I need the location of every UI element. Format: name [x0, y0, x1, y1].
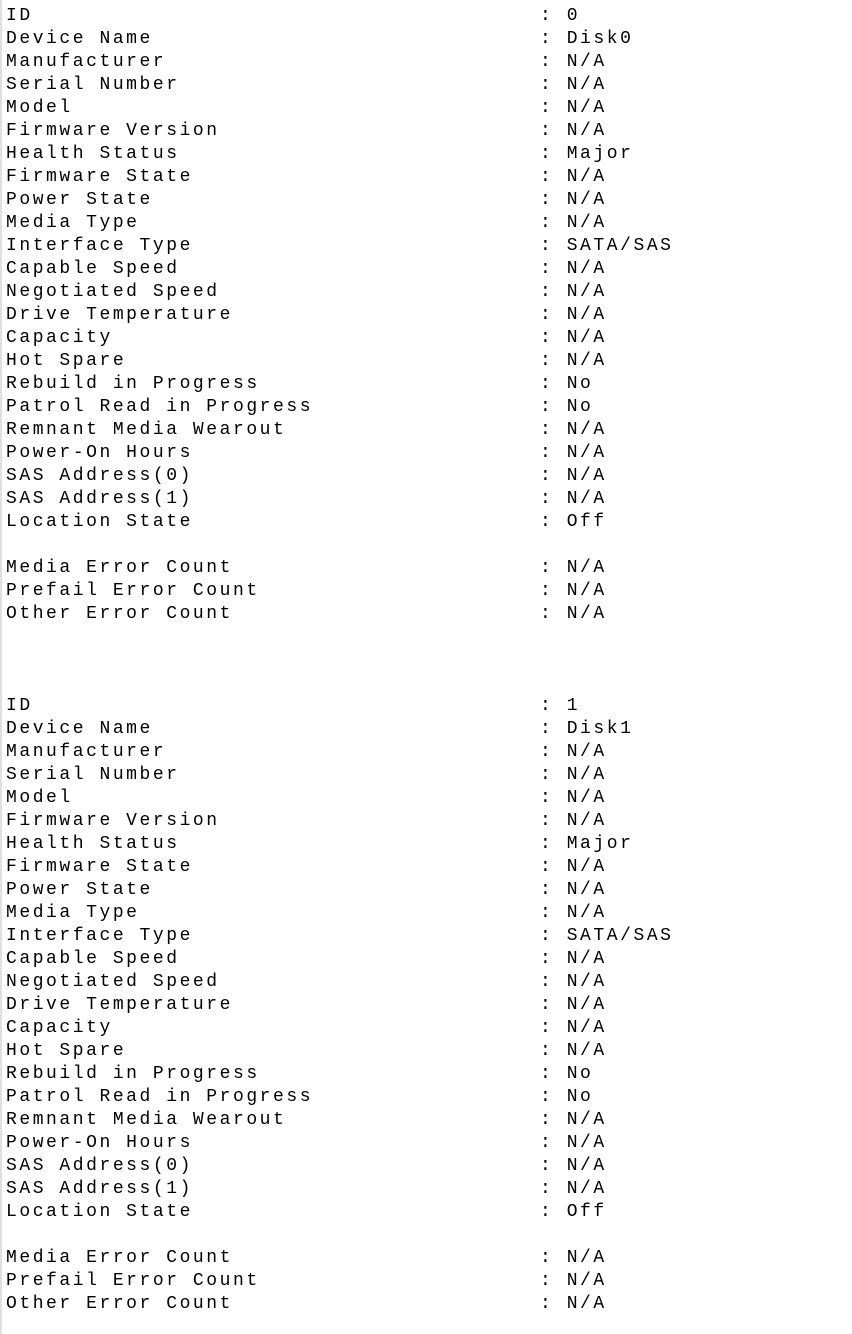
property-row [6, 603, 852, 626]
property-label: Model [6, 788, 73, 808]
property-row [6, 350, 852, 373]
property-row [6, 810, 852, 833]
property-label: Firmware State [6, 857, 193, 877]
property-row [6, 281, 852, 304]
property-row [6, 1178, 852, 1201]
property-value: : N/A [540, 972, 607, 992]
property-row [6, 465, 852, 488]
blank-line [6, 1224, 852, 1247]
property-row [6, 419, 852, 442]
property-value: : N/A [540, 1110, 607, 1130]
property-label: Other Error Count [6, 1294, 233, 1314]
disk-block-disk-1 [6, 695, 852, 1316]
property-value: : N/A [540, 742, 607, 762]
property-value: : N/A [540, 75, 607, 95]
property-label: Power State [6, 880, 153, 900]
property-label: Other Error Count [6, 604, 233, 624]
property-row [6, 1270, 852, 1293]
disk-blocks-container [6, 5, 852, 1316]
property-value: : N/A [540, 857, 607, 877]
property-value: : N/A [540, 167, 607, 187]
property-value: : N/A [540, 328, 607, 348]
property-row [6, 971, 852, 994]
property-label: Model [6, 98, 73, 118]
property-label: Patrol Read in Progress [6, 1087, 314, 1107]
property-value: : Off [540, 512, 607, 532]
property-label: Location State [6, 512, 193, 532]
property-label: Capacity [6, 1018, 113, 1038]
property-value: : N/A [540, 1018, 607, 1038]
property-row [6, 511, 852, 534]
property-label: Manufacturer [6, 52, 167, 72]
property-row [6, 787, 852, 810]
property-label: SAS Address(0) [6, 466, 193, 486]
property-row [6, 1132, 852, 1155]
property-row [6, 1293, 852, 1316]
property-label: Interface Type [6, 926, 193, 946]
block-gap [6, 626, 852, 695]
property-value: : SATA/SAS [540, 236, 674, 256]
property-label: Health Status [6, 144, 180, 164]
property-label: SAS Address(1) [6, 1179, 193, 1199]
property-row [6, 994, 852, 1017]
property-value: : N/A [540, 1041, 607, 1061]
blank-line [6, 534, 852, 557]
property-label: Drive Temperature [6, 305, 233, 325]
property-label: ID [6, 6, 33, 26]
property-value: : N/A [540, 282, 607, 302]
property-row [6, 1017, 852, 1040]
property-row [6, 948, 852, 971]
property-row [6, 258, 852, 281]
disk-block-disk-0 [6, 5, 852, 626]
property-row [6, 143, 852, 166]
property-value: : 0 [540, 6, 581, 26]
property-label: Negotiated Speed [6, 282, 220, 302]
property-row [6, 51, 852, 74]
property-label: Rebuild in Progress [6, 1064, 260, 1084]
property-row [6, 442, 852, 465]
property-value: : N/A [540, 788, 607, 808]
property-label: Patrol Read in Progress [6, 397, 314, 417]
property-row [6, 1155, 852, 1178]
property-label: Device Name [6, 29, 153, 49]
property-value: : N/A [540, 121, 607, 141]
property-value: : N/A [540, 811, 607, 831]
property-value: : N/A [540, 305, 607, 325]
property-row [6, 833, 852, 856]
property-value: : N/A [540, 190, 607, 210]
property-value: : N/A [540, 466, 607, 486]
property-row [6, 396, 852, 419]
property-label: Location State [6, 1202, 193, 1222]
property-label: Prefail Error Count [6, 1271, 260, 1291]
property-label: Drive Temperature [6, 995, 233, 1015]
property-value: : Disk0 [540, 29, 634, 49]
property-label: SAS Address(0) [6, 1156, 193, 1176]
property-value: : SATA/SAS [540, 926, 674, 946]
property-value: : N/A [540, 558, 607, 578]
property-value: : N/A [540, 995, 607, 1015]
property-label: Hot Spare [6, 1041, 127, 1061]
property-label: Remnant Media Wearout [6, 1110, 287, 1130]
property-row [6, 1201, 852, 1224]
property-row [6, 327, 852, 350]
property-label: Capable Speed [6, 259, 180, 279]
property-value: : N/A [540, 1133, 607, 1153]
property-label: Manufacturer [6, 742, 167, 762]
property-label: Health Status [6, 834, 180, 854]
property-value: : N/A [540, 213, 607, 233]
property-value: : No [540, 397, 594, 417]
property-label: Prefail Error Count [6, 581, 260, 601]
property-row [6, 925, 852, 948]
property-label: Firmware Version [6, 121, 220, 141]
property-row [6, 902, 852, 925]
property-label: Power-On Hours [6, 443, 193, 463]
property-label: Capable Speed [6, 949, 180, 969]
property-row [6, 879, 852, 902]
property-value: : N/A [540, 489, 607, 509]
property-row [6, 304, 852, 327]
property-value: : N/A [540, 765, 607, 785]
property-row [6, 856, 852, 879]
property-label: Hot Spare [6, 351, 127, 371]
property-value: : N/A [540, 949, 607, 969]
property-label: Remnant Media Wearout [6, 420, 287, 440]
property-value: : N/A [540, 903, 607, 923]
property-row [6, 373, 852, 396]
property-label: Power State [6, 190, 153, 210]
property-label: ID [6, 696, 33, 716]
property-row [6, 695, 852, 718]
property-row [6, 235, 852, 258]
property-value: : N/A [540, 52, 607, 72]
property-value: : N/A [540, 1271, 607, 1291]
property-label: Capacity [6, 328, 113, 348]
property-value: : Disk1 [540, 719, 634, 739]
property-row [6, 28, 852, 51]
property-value: : N/A [540, 443, 607, 463]
property-row [6, 580, 852, 603]
property-label: Rebuild in Progress [6, 374, 260, 394]
property-value: : Major [540, 144, 634, 164]
property-value: : N/A [540, 581, 607, 601]
property-row [6, 488, 852, 511]
property-value: : N/A [540, 1294, 607, 1314]
property-row [6, 1109, 852, 1132]
property-label: Negotiated Speed [6, 972, 220, 992]
property-label: Firmware Version [6, 811, 220, 831]
property-row [6, 120, 852, 143]
property-row [6, 764, 852, 787]
property-value: : 1 [540, 696, 581, 716]
property-label: Media Type [6, 903, 140, 923]
property-row [6, 1086, 852, 1109]
property-label: SAS Address(1) [6, 489, 193, 509]
property-row [6, 189, 852, 212]
property-label: Firmware State [6, 167, 193, 187]
property-label: Device Name [6, 719, 153, 739]
property-value: : No [540, 374, 594, 394]
property-value: : N/A [540, 1248, 607, 1268]
property-value: : N/A [540, 1156, 607, 1176]
property-label: Media Type [6, 213, 140, 233]
property-label: Power-On Hours [6, 1133, 193, 1153]
property-label: Media Error Count [6, 1248, 233, 1268]
property-value: : N/A [540, 98, 607, 118]
property-value: : N/A [540, 420, 607, 440]
property-row [6, 718, 852, 741]
property-label: Media Error Count [6, 558, 233, 578]
property-label: Interface Type [6, 236, 193, 256]
property-value: : No [540, 1064, 594, 1084]
property-row [6, 1247, 852, 1270]
property-row [6, 166, 852, 189]
property-row [6, 74, 852, 97]
property-value: : N/A [540, 604, 607, 624]
property-row [6, 741, 852, 764]
property-row [6, 1040, 852, 1063]
property-label: Serial Number [6, 765, 180, 785]
property-label: Serial Number [6, 75, 180, 95]
property-row [6, 212, 852, 235]
property-row [6, 5, 852, 28]
property-value: : Major [540, 834, 634, 854]
property-value: : N/A [540, 880, 607, 900]
property-row [6, 97, 852, 120]
property-value: : Off [540, 1202, 607, 1222]
property-row [6, 1063, 852, 1086]
property-value: : N/A [540, 351, 607, 371]
property-value: : No [540, 1087, 594, 1107]
property-value: : N/A [540, 1179, 607, 1199]
property-value: : N/A [540, 259, 607, 279]
property-row [6, 557, 852, 580]
